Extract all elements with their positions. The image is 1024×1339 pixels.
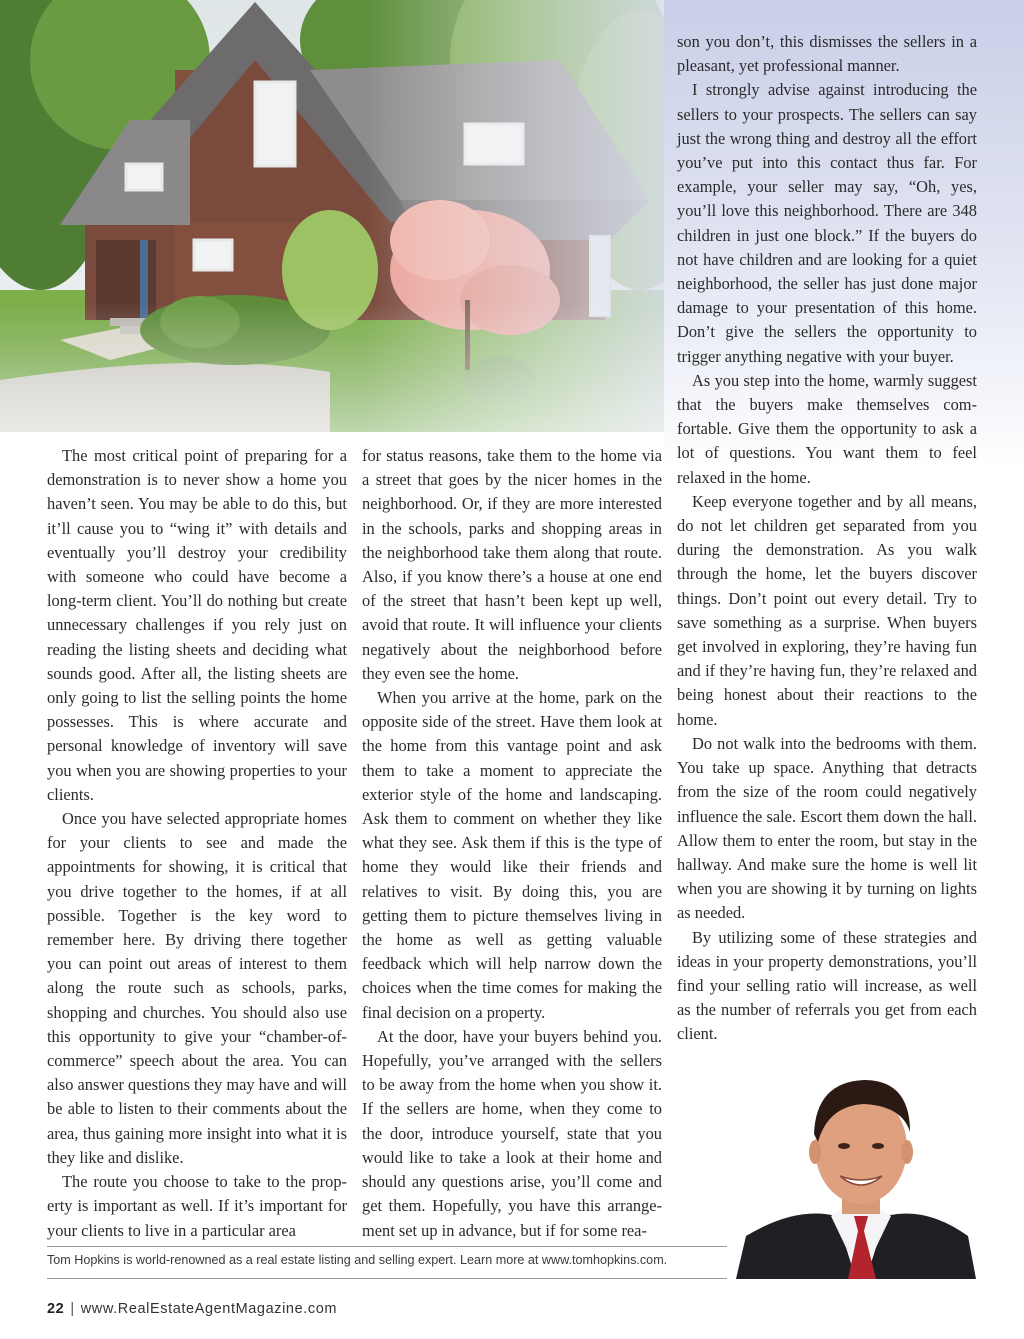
page-footer [47, 1301, 337, 1317]
paragraph: By utilizing some of these strategies and ideas in your property demonstrations, you’ll find your selling ratio will increase, as well as the number of referrals you get from each client. [677, 927, 977, 1044]
article-column-2 [362, 444, 662, 1243]
paragraph: I strongly advise against introducing the sellers to your prospects. The sellers can say just the wrong thing and destroy all the effort you’ve put into this contact thus far. For example, your seller may say, “Oh, yes, you’ll love this neighborhood. There are 348 children in just one block.” If the buyers do not have children and are looking for a quiet neighborhood, the seller has just done major damage to your presentation of this home. Don’t give the sellers the opportunity to trigger anything negative with your buyer. [677, 80, 977, 366]
paragraph: As you step into the home, warmly suggest that the buyers make themselves comfortable. Give them the opportunity to ask a lot of questions. You want them to feel relaxed in the home. [677, 370, 977, 487]
paragraph: At the door, have your buyers behind you. Hopefully, you’ve arranged with the sellers to be away from the home when you show it. If the sellers are home, when they come to the door, introduce yourself, state that you would like to take a look at their home and should any questions arise, you’ll come and get them. Hopefully, you have this arrangement set up in advance, but if for some rea- [362, 1026, 662, 1240]
house-photo [0, 0, 664, 432]
paragraph: for status reasons, take them to the home via a street that goes by the nicer homes in the neighborhood. Or, if they are more interested in the schools, parks and shopping areas in the neighborhood take them along that route. Also, if you know there’s a house at one end of the street that hasn’t been kept up well, avoid that route. It will influence your clients negatively about the neighborhood before they even see the home. [362, 446, 662, 683]
paragraph: Once you have selected appropriate homes for your clients to see and made the appointments for showing, it is critical that you drive together to the homes, if at all possible. Together is the key word to remember here. By driving there together you can point out areas of interest to them along the route such as schools, parks, shopping and churches. You should also use this opportunity to give your “chamber-of-commerce” speech about the area. You can also answer questions they may have and will be able to listen to their comments about the area, thus gaining more insight into what it is they like and dislike. [47, 809, 347, 1167]
paragraph: When you arrive at the home, park on the opposite side of the street. Have them look at the home from this vantage point and ask them to take a moment to appreciate the exterior style of the home and landscaping. Ask them to comment on whether they like what they see. Ask them if this is the type of home they would like their friends and relatives to visit. By doing this, you are getting them to picture themselves living in the home as well as getting valuable feedback which will help narrow down the choices when the time comes for making the final decision on a property. [362, 688, 662, 1022]
article-column-3 [677, 30, 977, 1047]
caption-rule-bottom [47, 1278, 727, 1279]
paragraph: Do not walk into the bedrooms with them. You take up space. Anything that detracts from the size of the room could negatively influence the sale. Escort them down the hall. Allow them to enter the room, but stay in the hallway. And make sure the home is well lit when you are showing it by turning on lights as needed. [677, 733, 977, 923]
author-photo [736, 1066, 976, 1279]
paragraph: The most critical point of preparing for a demonstration is to never show a home you haven’t seen. You may be able to do this, but it’ll cause you to “wing it” with details and eventually you’ll destroy your credibility with someone who could have become a long-term client. You’ll do nothing but create unnecessary challenges if you rely just on reading the listing sheets and deciding what sounds good. After all, the listing sheets are only going to list the selling points the home possesses. This is where accurate and personal knowledge of inventory will save you when you are showing properties to your clients. [47, 446, 347, 804]
paragraph: son you don’t, this dismisses the sellers in a pleasant, yet professional manner. [677, 32, 977, 76]
magazine-website: www.RealEstateAgentMagazine.com [80, 1301, 338, 1317]
page-number: 22 [47, 1301, 65, 1317]
paragraph: The route you choose to take to the property is important as well. If it’s important for your clients to live in a particular area [47, 1172, 347, 1240]
paragraph: Keep everyone together and by all means, do not let children get separated from you during the demonstration. As you walk through the home, let the buyers discover things. Don’t point out every detail. Try to save something as a surprise. When buyers get involved in exploring, they’re having fun and if they’re having fun, they’re relaxed and being honest about their reactions to the home. [677, 491, 977, 729]
caption-rule-top [47, 1246, 727, 1247]
author-caption: Tom Hopkins is world-renowned as a real estate listing and selling expert. Learn more at www.tomhopkins.com. [47, 1253, 668, 1267]
footer-separator: | [70, 1301, 75, 1317]
article-column-1 [47, 444, 347, 1243]
